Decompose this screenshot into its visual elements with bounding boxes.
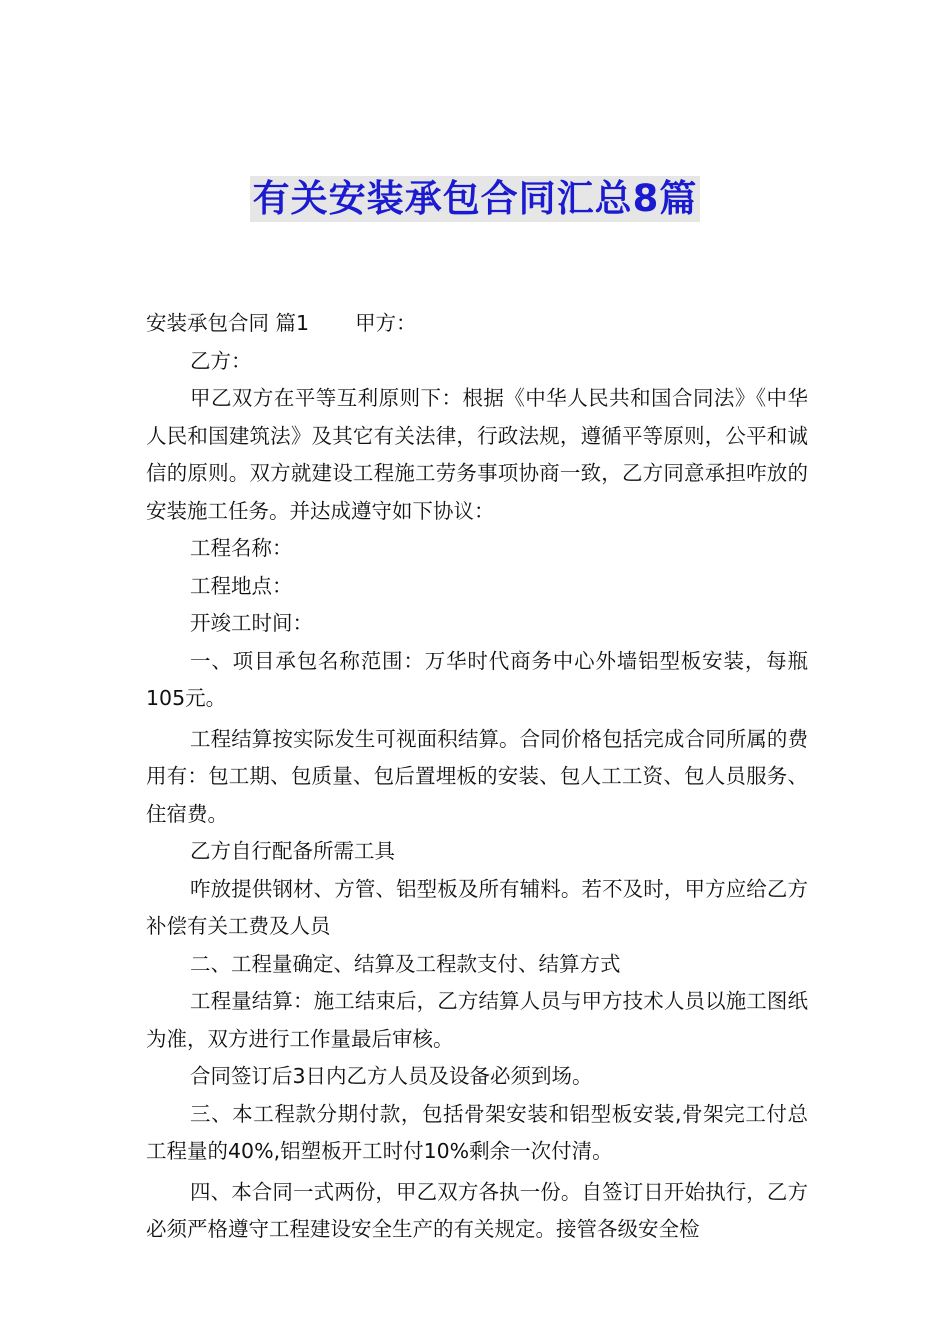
document-title: 有关安装承包合同汇总8篇 [250,176,701,222]
paragraph-clause-3: 三、本工程款分期付款，包括骨架安装和铝型板安装,骨架完工付总工程量的40%,铝塑板开工时付10%剩余一次付清。 [146,1101,808,1163]
paragraph-quantity-settlement: 工程量结算：施工结束后，乙方结算人员与甲方技术人员以施工图纸为准，双方进行工作量最后审核。 [146,989,808,1051]
paragraph-clause-2: 二、工程量确定、结算及工程款支付、结算方式 [190,951,621,976]
title-container [0,176,950,222]
section-heading-line [146,305,808,343]
paragraph-preamble: 甲乙双方在平等互利原则下：根据《中华人民共和国合同法》《中华人民和国建筑法》及其它有关法律，行政法规，遵循平等原则，公平和诚信的原则。双方就建设工程施工劳务事项协商一致，乙方同意承担咋放的安装施工任务。并达成遵守如下协议： [146,386,808,523]
paragraph-party-b: 乙方： [190,348,252,373]
paragraph-tools: 乙方自行配备所需工具 [190,839,395,863]
party-a-label: 甲方： [355,311,417,335]
paragraph-settlement: 工程结算按实际发生可视面积结算。合同价格包括完成合同所属的费用有：包工期、包质量、包后置埋板的安装、包人工工资、包人员服务、住宿费。 [146,726,808,826]
paragraph-project-name: 工程名称： [190,536,293,560]
paragraph-clause-4: 四、本合同一式两份，甲乙双方各执一份。自签订日开始执行，乙方必须严格遵守工程建设安全生产的有关规定。接管各级安全检 [146,1179,808,1241]
paragraph-project-location: 工程地点： [190,573,293,598]
paragraph-arrival: 合同签订后3日内乙方人员及设备必须到场。 [190,1064,593,1088]
section-heading: 安装承包合同 篇1 [146,311,310,335]
document-body [146,305,808,1249]
paragraph-schedule: 开竣工时间： [190,611,313,635]
paragraph-clause-1: 一、项目承包名称范围：万华时代商务中心外墙铝型板安装，每瓶105元。 [146,648,808,710]
paragraph-materials: 咋放提供钢材、方管、铝型板及所有辅料。若不及时，甲方应给乙方补偿有关工费及人员 [146,876,808,938]
